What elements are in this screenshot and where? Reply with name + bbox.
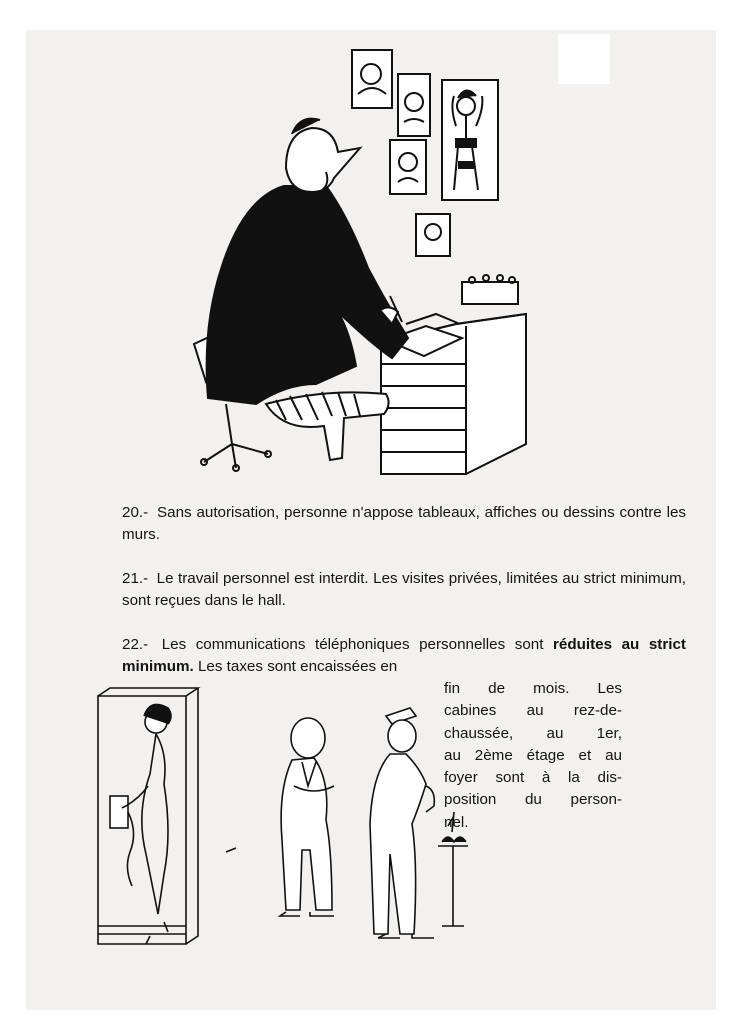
phone-booth-illustration bbox=[86, 686, 466, 986]
rule-22-text-bold: réduites au strict minimum. bbox=[122, 636, 686, 675]
wall-telephone bbox=[110, 796, 128, 828]
rule-22-number: 22.- bbox=[122, 636, 149, 653]
rule-21 bbox=[122, 568, 686, 612]
rule-22-text-line1: Les communications téléphoniques personnelles sont bbox=[161, 636, 544, 653]
rule-22-side-line: chaussée, au 1er, bbox=[444, 724, 622, 742]
rule-21-text: Le travail personnel est interdit. Les visites privées, limitées au strict minimum, sont reçues dans le hall. bbox=[122, 570, 686, 609]
document-page bbox=[26, 30, 716, 1010]
rule-22-continued bbox=[444, 678, 622, 834]
rule-22-side-line: fin de mois. Les bbox=[444, 680, 622, 697]
wall-picture-4 bbox=[390, 140, 426, 194]
rule-22-side-line: position du person- bbox=[444, 791, 622, 809]
wall-picture-5 bbox=[416, 214, 450, 256]
rule-20-number: 20.- bbox=[122, 504, 149, 521]
wall-picture-2 bbox=[398, 74, 430, 136]
rule-22 bbox=[122, 634, 686, 678]
man-figure bbox=[207, 186, 408, 404]
rule-22-side-line: cabines au rez-de- bbox=[444, 702, 622, 720]
rule-22-text-line2: Les taxes sont encaissées en bbox=[197, 658, 398, 675]
rule-22-side-line: au 2ème étage et au bbox=[444, 746, 622, 764]
plant-stand bbox=[438, 846, 468, 926]
rule-20 bbox=[122, 502, 686, 546]
wall-picture-1 bbox=[352, 50, 392, 108]
rule-20-text: Sans autorisation, personne n'appose tableaux, affiches ou dessins contre les murs. bbox=[122, 504, 686, 543]
desk-telephone bbox=[462, 282, 518, 304]
rule-22-side-line: foyer sont à la dis- bbox=[444, 769, 622, 787]
rule-22-side-line: nel. bbox=[444, 813, 469, 831]
rule-21-number: 21.- bbox=[122, 570, 149, 587]
desk-man-illustration bbox=[166, 44, 566, 474]
